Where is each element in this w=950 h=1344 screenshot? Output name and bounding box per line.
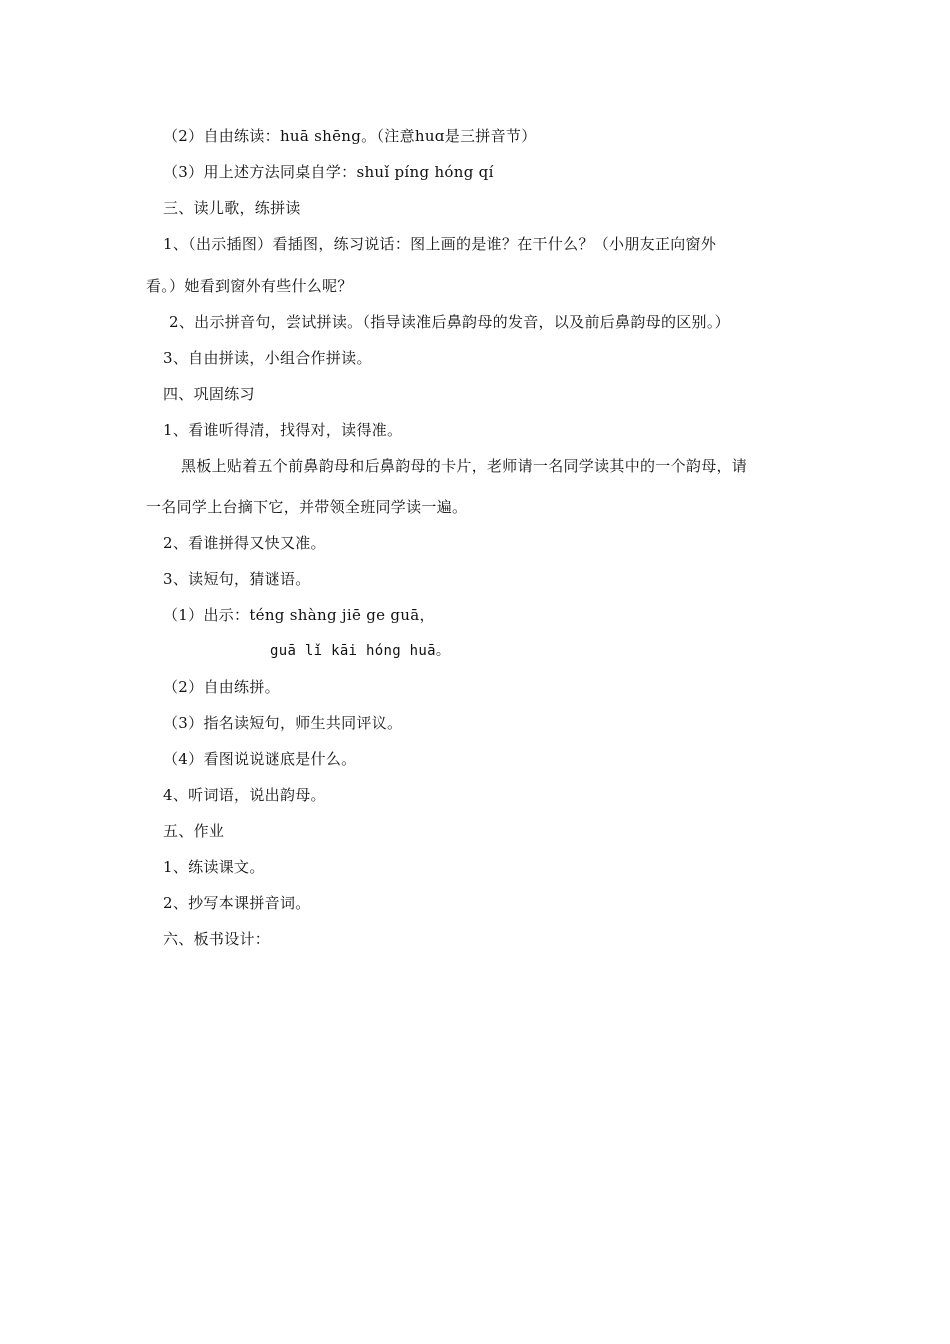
text-line-1: （2）自由练读：huā shēng。（注意huɑ是三拼音节） bbox=[163, 127, 537, 145]
text-line-2: （3）用上述方法同桌自学：shuǐ píng hóng qí bbox=[163, 163, 494, 181]
text-line-18: （4）看图说说谜底是什么。 bbox=[163, 750, 357, 768]
text-line-11: 一名同学上台摘下它，并带领全班同学读一遍。 bbox=[146, 498, 468, 516]
text-line-4: 1、（出示插图）看插图，练习说话：图上画的是谁？在干什么？（小朋友正向窗外 bbox=[163, 235, 717, 253]
text-line-21: 1、练读课文。 bbox=[163, 858, 265, 876]
text-line-5: 看。）她看到窗外有些什么呢？ bbox=[146, 277, 353, 295]
text-line-19: 4、听词语，说出韵母。 bbox=[163, 786, 326, 804]
text-line-6: 2、出示拼音句，尝试拼读。（指导读准后鼻韵母的发音，以及前后鼻韵母的区别。） bbox=[169, 313, 730, 331]
section-heading-3: 三、读儿歌，练拼读 bbox=[163, 199, 301, 217]
text-line-7: 3、自由拼读，小组合作拼读。 bbox=[163, 349, 372, 367]
text-line-16: （2）自由练拼。 bbox=[163, 678, 280, 696]
section-heading-4: 四、巩固练习 bbox=[163, 385, 255, 403]
text-line-10: 黑板上贴着五个前鼻韵母和后鼻韵母的卡片，老师请一名同学读其中的一个韵母，请 bbox=[181, 457, 748, 475]
section-heading-6: 六、板书设计： bbox=[163, 930, 271, 948]
text-line-9: 1、看谁听得清，找得对，读得准。 bbox=[163, 421, 403, 439]
text-line-14: （1）出示：téng shàng jiē ge guā， bbox=[163, 606, 435, 624]
pinyin-line-15: guā lǐ kāi hóng huā。 bbox=[270, 643, 451, 659]
text-line-17: （3）指名读短句，师生共同评议。 bbox=[163, 714, 403, 732]
text-line-13: 3、读短句，猜谜语。 bbox=[163, 570, 311, 588]
section-heading-5: 五、作业 bbox=[163, 822, 225, 840]
text-line-12: 2、看谁拼得又快又准。 bbox=[163, 534, 326, 552]
text-line-22: 2、抄写本课拼音词。 bbox=[163, 894, 311, 912]
